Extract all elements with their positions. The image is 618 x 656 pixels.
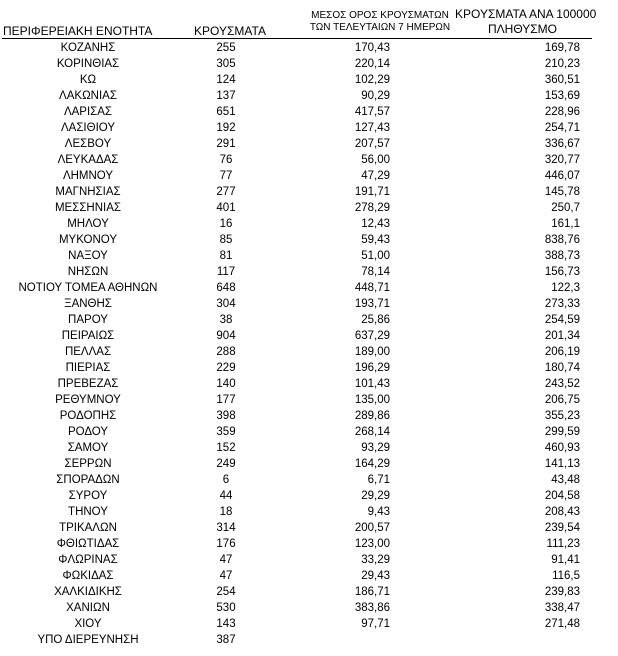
cell-region: ΚΟΖΑΝΗΣ <box>60 42 116 54</box>
table-row <box>0 104 618 120</box>
cell-region: ΦΩΚΙΔΑΣ <box>62 570 114 582</box>
cell-cases: 47 <box>219 570 233 582</box>
cell-cases: 291 <box>216 138 236 150</box>
cell-per-100000: 228,96 <box>544 106 580 118</box>
cell-per-100000: 254,59 <box>544 314 580 326</box>
table-row <box>0 344 618 360</box>
cell-per-100000: 299,59 <box>544 426 580 438</box>
cell-per-100000: 320,77 <box>544 154 580 166</box>
cell-per-100000: 91,41 <box>551 554 580 566</box>
cell-avg-7-days: 25,86 <box>361 314 390 326</box>
cell-cases: 18 <box>219 506 233 518</box>
cell-region: ΣΥΡΟΥ <box>68 490 108 502</box>
table-row <box>0 504 618 520</box>
cell-region: ΛΕΣΒΟΥ <box>64 138 112 150</box>
cell-cases: 398 <box>216 410 236 422</box>
cell-per-100000: 206,19 <box>544 346 580 358</box>
cell-cases: 140 <box>216 378 236 390</box>
data-table-body <box>0 40 618 648</box>
header-per-line2: ΠΛΗΘΥΣΜΟ <box>487 22 558 36</box>
cell-avg-7-days: 127,43 <box>354 122 390 134</box>
cell-avg-7-days: 200,57 <box>354 522 390 534</box>
cell-per-100000: 180,74 <box>544 362 580 374</box>
cell-region: ΠΑΡΟΥ <box>68 314 108 326</box>
cell-cases: 530 <box>216 602 236 614</box>
cell-region: ΦΛΩΡΙΝΑΣ <box>58 554 118 566</box>
cell-cases: 81 <box>219 250 233 262</box>
cell-per-100000: 141,13 <box>544 458 580 470</box>
cell-per-100000: 210,23 <box>544 58 580 70</box>
cell-region: ΡΕΘΥΜΝΟΥ <box>55 394 121 406</box>
cell-region: ΦΘΙΩΤΙΔΑΣ <box>56 538 120 550</box>
cell-per-100000: 156,73 <box>544 266 580 278</box>
table-row <box>0 408 618 424</box>
cell-avg-7-days: 135,00 <box>354 394 390 406</box>
cell-avg-7-days: 417,57 <box>354 106 390 118</box>
cell-per-100000: 111,23 <box>546 538 580 550</box>
header-per-100000 <box>455 7 597 37</box>
cell-per-100000: 838,76 <box>544 234 580 246</box>
cell-cases: 651 <box>216 106 236 118</box>
header-avg-line2: ΤΩΝ ΤΕΛΕΥΤΑΙΩΝ 7 ΗΜΕΡΩΝ <box>309 22 451 33</box>
table-row <box>0 424 618 440</box>
cell-avg-7-days: 278,29 <box>354 202 390 214</box>
cell-avg-7-days: 170,43 <box>354 42 390 54</box>
table-row <box>0 168 618 184</box>
table-row <box>0 120 618 136</box>
cell-per-100000: 388,73 <box>544 250 580 262</box>
cell-region: ΜΑΓΝΗΣΙΑΣ <box>55 186 121 198</box>
cell-region: ΜΗΛΟΥ <box>67 218 109 230</box>
cell-avg-7-days: 51,00 <box>361 250 390 262</box>
table-row <box>0 88 618 104</box>
table-row <box>0 200 618 216</box>
cell-region: ΝΟΤΙΟΥ ΤΟΜΕΑ ΑΘΗΝΩΝ <box>18 282 158 294</box>
cell-avg-7-days: 47,29 <box>361 170 390 182</box>
cell-cases: 254 <box>216 586 236 598</box>
cell-region: ΝΗΣΩΝ <box>67 266 109 278</box>
table-row <box>0 584 618 600</box>
cell-per-100000: 250,7 <box>551 202 580 214</box>
cell-cases: 176 <box>216 538 236 550</box>
cell-region: ΚΩ <box>79 74 97 86</box>
cell-region: ΧΑΛΚΙΔΙΚΗΣ <box>54 586 122 598</box>
table-row <box>0 536 618 552</box>
header-avg-line1: ΜΕΣΟΣ ΟΡΟΣ ΚΡΟΥΣΜΑΤΩΝ <box>311 10 449 21</box>
cell-cases: 38 <box>219 314 233 326</box>
cell-avg-7-days: 220,14 <box>354 58 390 70</box>
cell-per-100000: 336,67 <box>544 138 580 150</box>
cell-per-100000: 338,47 <box>544 602 580 614</box>
cell-region: ΡΟΔΟΠΗΣ <box>59 410 117 422</box>
cell-region: ΡΟΔΟΥ <box>67 426 109 438</box>
cell-avg-7-days: 6,71 <box>367 474 390 486</box>
table-row <box>0 568 618 584</box>
table-row <box>0 632 618 648</box>
table-row <box>0 552 618 568</box>
cell-avg-7-days: 448,71 <box>354 282 390 294</box>
cell-avg-7-days: 56,00 <box>361 154 390 166</box>
cell-per-100000: 446,07 <box>544 170 580 182</box>
cell-region: ΤΡΙΚΑΛΩΝ <box>59 522 117 534</box>
cell-cases: 249 <box>216 458 236 470</box>
cell-avg-7-days: 268,14 <box>354 426 390 438</box>
cell-avg-7-days: 164,29 <box>354 458 390 470</box>
cell-cases: 401 <box>216 202 236 214</box>
cell-per-100000: 201,34 <box>544 330 580 342</box>
cell-per-100000: 243,52 <box>544 378 580 390</box>
table-row <box>0 392 618 408</box>
cell-avg-7-days: 186,71 <box>354 586 390 598</box>
cell-cases: 359 <box>216 426 236 438</box>
cell-avg-7-days: 93,29 <box>361 442 390 454</box>
table-row <box>0 296 618 312</box>
table-row <box>0 360 618 376</box>
cell-avg-7-days: 196,29 <box>354 362 390 374</box>
cell-region: ΣΕΡΡΩΝ <box>64 458 112 470</box>
cell-region: ΧΙΟΥ <box>74 618 102 630</box>
cell-cases: 124 <box>216 74 236 86</box>
cell-avg-7-days: 33,29 <box>361 554 390 566</box>
cell-region: ΛΕΥΚΑΔΑΣ <box>57 154 119 166</box>
header-divider <box>2 38 592 39</box>
table-row <box>0 440 618 456</box>
cell-avg-7-days: 123,00 <box>354 538 390 550</box>
table-row <box>0 328 618 344</box>
table-row <box>0 40 618 56</box>
table-row <box>0 264 618 280</box>
cell-per-100000: 360,51 <box>544 74 580 86</box>
cell-region: ΠΙΕΡΙΑΣ <box>65 362 111 374</box>
cell-region: ΛΑΣΙΘΙΟΥ <box>60 122 116 134</box>
cell-region: ΠΕΙΡΑΙΩΣ <box>61 330 115 342</box>
cell-cases: 229 <box>216 362 236 374</box>
table-row <box>0 136 618 152</box>
cell-avg-7-days: 207,57 <box>354 138 390 150</box>
cell-avg-7-days: 90,29 <box>361 90 390 102</box>
cell-cases: 6 <box>222 474 230 486</box>
cell-avg-7-days: 78,14 <box>361 266 390 278</box>
cell-cases: 288 <box>216 346 236 358</box>
cell-region: ΧΑΝΙΩΝ <box>66 602 110 614</box>
cell-cases: 76 <box>219 154 233 166</box>
cell-avg-7-days: 29,29 <box>361 490 390 502</box>
header-region: ΠΕΡΙΦΕΡΕΙΑΚΗ ΕΝΟΤΗΤΑ <box>3 24 153 38</box>
cell-avg-7-days: 191,71 <box>354 186 390 198</box>
cell-region: ΥΠΟ ΔΙΕΡΕΥΝΗΣΗ <box>37 634 139 646</box>
cell-cases: 117 <box>216 266 236 278</box>
cell-cases: 44 <box>219 490 233 502</box>
cell-cases: 255 <box>216 42 236 54</box>
cell-region: ΛΗΜΝΟΥ <box>62 170 114 182</box>
cell-region: ΝΑΞΟΥ <box>68 250 108 262</box>
cell-region: ΠΕΛΛΑΣ <box>64 346 112 358</box>
cell-per-100000: 122,3 <box>551 282 580 294</box>
cell-per-100000: 254,71 <box>544 122 580 134</box>
table-row <box>0 56 618 72</box>
cell-per-100000: 355,23 <box>544 410 580 422</box>
cell-per-100000: 239,54 <box>544 522 580 534</box>
cell-region: ΛΑΚΩΝΙΑΣ <box>59 90 117 102</box>
cell-avg-7-days: 637,29 <box>354 330 390 342</box>
cell-avg-7-days: 59,43 <box>361 234 390 246</box>
table-row <box>0 616 618 632</box>
cell-region: ΠΡΕΒΕΖΑΣ <box>57 378 119 390</box>
table-row <box>0 72 618 88</box>
cell-region: ΤΗΝΟΥ <box>68 506 108 518</box>
cell-cases: 137 <box>216 90 236 102</box>
cell-avg-7-days: 12,43 <box>361 218 390 230</box>
cell-cases: 77 <box>219 170 233 182</box>
table-row <box>0 280 618 296</box>
table-row <box>0 152 618 168</box>
cell-per-100000: 161,1 <box>551 218 580 230</box>
cell-region: ΞΑΝΘΗΣ <box>64 298 112 310</box>
cell-avg-7-days: 101,43 <box>354 378 390 390</box>
cell-avg-7-days: 289,86 <box>354 410 390 422</box>
cell-cases: 314 <box>216 522 236 534</box>
cell-avg-7-days: 383,86 <box>354 602 390 614</box>
cell-cases: 904 <box>216 330 236 342</box>
table-row <box>0 600 618 616</box>
cell-cases: 16 <box>219 218 233 230</box>
cell-cases: 47 <box>219 554 233 566</box>
table-row <box>0 520 618 536</box>
cell-cases: 305 <box>216 58 236 70</box>
table-row <box>0 456 618 472</box>
table-row <box>0 376 618 392</box>
cell-per-100000: 169,78 <box>544 42 580 54</box>
cell-avg-7-days: 189,00 <box>354 346 390 358</box>
table-row <box>0 216 618 232</box>
cell-region: ΚΟΡΙΝΘΙΑΣ <box>56 58 120 70</box>
cell-avg-7-days: 29,43 <box>361 570 390 582</box>
cell-per-100000: 460,93 <box>544 442 580 454</box>
cell-cases: 85 <box>219 234 233 246</box>
cell-per-100000: 273,33 <box>544 298 580 310</box>
cell-per-100000: 271,48 <box>544 618 580 630</box>
cell-cases: 277 <box>216 186 236 198</box>
cell-per-100000: 204,58 <box>544 490 580 502</box>
table-row <box>0 232 618 248</box>
header-cases: ΚΡΟΥΣΜΑΤΑ <box>194 24 266 38</box>
table-row <box>0 248 618 264</box>
header-per-line1: ΚΡΟΥΣΜΑΤΑ ΑΝΑ 100000 <box>455 7 597 21</box>
cell-cases: 152 <box>216 442 236 454</box>
cell-cases: 192 <box>216 122 236 134</box>
cell-avg-7-days: 193,71 <box>354 298 390 310</box>
table-row <box>0 184 618 200</box>
cell-per-100000: 239,83 <box>544 586 580 598</box>
cell-cases: 177 <box>216 394 236 406</box>
cell-region: ΜΥΚΟΝΟΥ <box>58 234 118 246</box>
cell-per-100000: 208,43 <box>544 506 580 518</box>
cell-region: ΜΕΣΣΗΝΙΑΣ <box>54 202 122 214</box>
cell-cases: 648 <box>216 282 236 294</box>
cell-avg-7-days: 97,71 <box>361 618 390 630</box>
cell-cases: 304 <box>216 298 236 310</box>
cell-per-100000: 43,48 <box>551 474 580 486</box>
cell-per-100000: 145,78 <box>544 186 580 198</box>
cell-per-100000: 206,75 <box>544 394 580 406</box>
cell-per-100000: 116,5 <box>552 570 580 582</box>
cell-avg-7-days: 102,29 <box>354 74 390 86</box>
cell-region: ΛΑΡΙΣΑΣ <box>63 106 113 118</box>
table-row <box>0 472 618 488</box>
cell-region: ΣΠΟΡΑΔΩΝ <box>56 474 120 486</box>
cell-cases: 387 <box>216 634 236 646</box>
table-row <box>0 488 618 504</box>
cell-avg-7-days: 9,43 <box>367 506 390 518</box>
cell-per-100000: 153,69 <box>544 90 580 102</box>
table-row <box>0 312 618 328</box>
cell-region: ΣΑΜΟΥ <box>67 442 109 454</box>
cell-cases: 143 <box>216 618 236 630</box>
header-avg-7-days <box>300 10 460 34</box>
